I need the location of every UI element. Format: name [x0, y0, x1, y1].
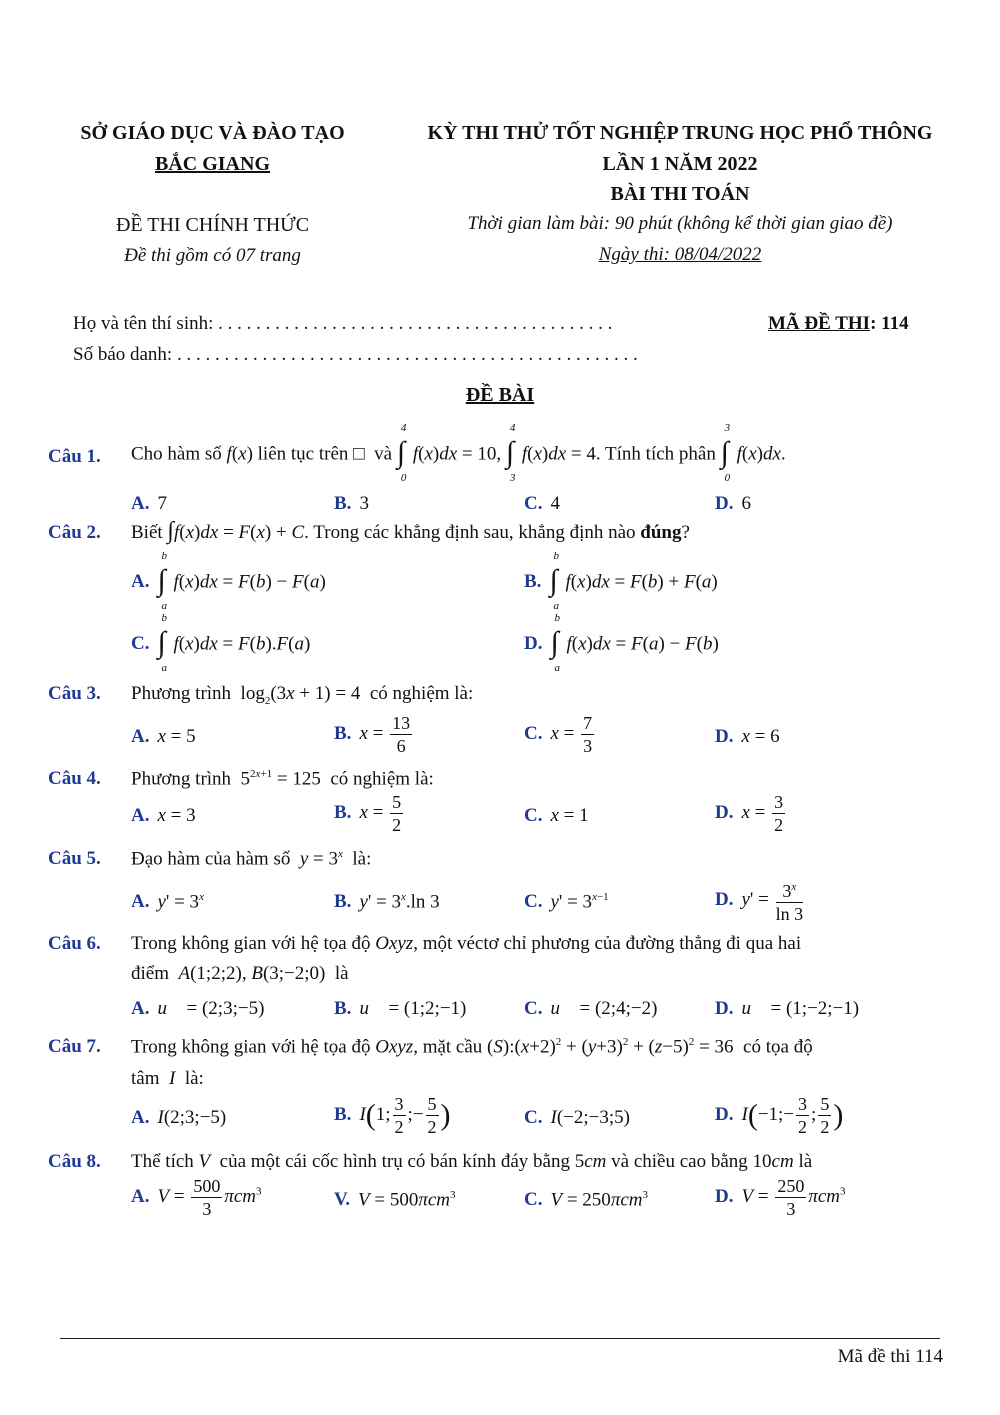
exam-subject: BÀI THI TOÁN: [610, 183, 750, 205]
option-d[interactable]: D. V = $\frac{250}{3}$ πcm$^3$: [715, 1176, 846, 1219]
option-c[interactable]: C. x = $\frac{7}{3}$: [524, 713, 593, 756]
question-text: Trong không gian với hệ tọa độ Oxyz, mặt cầu $(S):(x+2)^2 + (y+3)^2 + (z-5)^2 = 36$ có tọa độ: [131, 1036, 813, 1058]
option-c[interactable]: C. b ∫ a f(x)dx = F(b).F(a): [131, 612, 311, 674]
question-text: Đạo hàm của hàm số $y = 3^x$ là:: [131, 848, 372, 870]
option-b[interactable]: B. x = $\frac{5}{2}$: [334, 792, 402, 835]
exam-code: [768, 313, 909, 335]
official-label: ĐỀ THI CHÍNH THỨC: [115, 214, 310, 236]
option-a[interactable]: A. V = $\frac{500}{3}$ πcm$^3$: [131, 1176, 262, 1219]
question-number: Câu 4.: [48, 768, 101, 789]
candidate-id-field: Số báo danh: . . . . . . . . . . . . . . . . . . . . . . . . . . . . . . . . . . . . . . . . . . . . . . . . .: [73, 344, 638, 365]
question-text: Biết ∫f(x)dx = F(x) + C. Trong các khẳng định sau, khẳng định nào đúng?: [131, 518, 690, 544]
question-text-line2: tâm I là:: [131, 1068, 204, 1089]
option-c[interactable]: C. 4: [524, 493, 560, 514]
option-a[interactable]: A. b ∫ a f(x)dx = F(b) − F(a): [131, 550, 326, 612]
option-a[interactable]: A. I(2;3;−5): [131, 1107, 227, 1128]
option-a[interactable]: A. 7: [131, 493, 167, 514]
exam-duration: Thời gian làm bài: 90 phút (không kể thời gian giao đề): [467, 213, 893, 234]
page-count: Đề thi gồm có 07 trang: [124, 245, 301, 266]
question-number: Câu 8.: [48, 1151, 101, 1172]
exam-round: LẦN 1 NĂM 2022: [602, 153, 758, 175]
province-name: BẮC GIANG: [154, 153, 270, 175]
option-b[interactable]: V. V = 500πcm$^3$: [334, 1189, 456, 1211]
question-number: Câu 3.: [48, 683, 101, 704]
footer-exam-code: Mã đề thi 114: [837, 1346, 943, 1367]
option-d[interactable]: D. y' = $\frac{3^x}{\ln 3}$: [715, 876, 805, 925]
option-d[interactable]: D. I(−1;− $\frac{3}{2}$ ; $\frac{5}{2}$ ): [715, 1094, 844, 1137]
option-b[interactable]: B. b ∫ a f(x)dx = F(b) + F(a): [524, 550, 718, 612]
question-text: Trong không gian với hệ tọa độ Oxyz, một véctơ chỉ phương của đường thẳng đi qua hai: [131, 933, 802, 954]
option-b[interactable]: B. u⃗ = (1;2;−1): [334, 998, 467, 1019]
option-d[interactable]: D. 6: [715, 493, 751, 514]
question-text-line2: điểm A(1;2;2), B(3;−2;0) là: [131, 963, 349, 984]
option-b[interactable]: B. x = $\frac{13}{6}$: [334, 713, 411, 756]
option-d[interactable]: D. b ∫ a f(x)dx = F(a) − F(b): [524, 612, 719, 674]
exam-code-label: MÃ ĐỀ THI: [768, 313, 871, 334]
question-number: Câu 2.: [48, 522, 101, 543]
option-c[interactable]: C. u⃗ = (2;4;−2): [524, 998, 658, 1019]
option-a[interactable]: A. u⃗ = (2;3;−5): [131, 998, 265, 1019]
option-a[interactable]: A. x = 5: [131, 726, 196, 747]
footer-divider: [60, 1338, 940, 1339]
option-d[interactable]: D. x = $\frac{3}{2}$: [715, 792, 784, 835]
question-number: Câu 6.: [48, 933, 101, 954]
question-text: Phương trình $\log_2(3x + 1) = 4$ có nghiệm là:: [131, 683, 474, 707]
department-name: SỞ GIÁO DỤC VÀ ĐÀO TẠO: [80, 122, 345, 144]
option-c[interactable]: C. I(−2;−3;5): [524, 1107, 630, 1128]
candidate-name-field: Họ và tên thí sinh: . . . . . . . . . . . . . . . . . . . . . . . . . . . . . . . . . . . . . . . . . .: [73, 313, 613, 334]
option-a[interactable]: A. $y' = 3^x$: [131, 891, 204, 913]
question-text: Thể tích V của một cái cốc hình trụ có bán kính đáy bằng 5cm và chiều cao bằng 10cm là: [131, 1151, 813, 1172]
option-b[interactable]: B. 3: [334, 493, 369, 514]
question-number: Câu 5.: [48, 848, 101, 869]
exam-date: Ngày thi: 08/04/2022: [598, 244, 762, 265]
option-b[interactable]: B. $y' = 3^x.\ln$ 3: [334, 891, 440, 913]
exam-title: KỲ THI THỬ TỐT NGHIỆP TRUNG HỌC PHỔ THÔNG: [427, 122, 933, 144]
option-d[interactable]: D. u⃗ = (1;−2;−1): [715, 998, 860, 1019]
question-number: Câu 7.: [48, 1036, 101, 1057]
question-number: Câu 1.: [48, 446, 101, 467]
option-d[interactable]: D. x = 6: [715, 726, 780, 747]
exam-code-value: : 114: [870, 313, 909, 334]
section-title: ĐỀ BÀI: [465, 384, 535, 406]
option-c[interactable]: C. V = 250πcm$^3$: [524, 1189, 648, 1211]
option-b[interactable]: B. I(1; $\frac{3}{2}$ ;− $\frac{5}{2}$ ): [334, 1094, 451, 1137]
question-text: Phương trình $5^{2x+1} = 125$ có nghiệm là:: [131, 768, 434, 790]
question-text: Cho hàm số f(x) liên tục trên □ và 4 ∫ 0 f(x)dx = 10, 4 ∫ 3 f(x)dx = 4. Tính tích phân 3 ∫ 0 f(x)dx.: [131, 422, 786, 484]
option-c[interactable]: C. x = 1: [524, 805, 589, 826]
option-a[interactable]: A. x = 3: [131, 805, 196, 826]
option-c[interactable]: C. $y' = 3^{x-1}$: [524, 891, 609, 913]
